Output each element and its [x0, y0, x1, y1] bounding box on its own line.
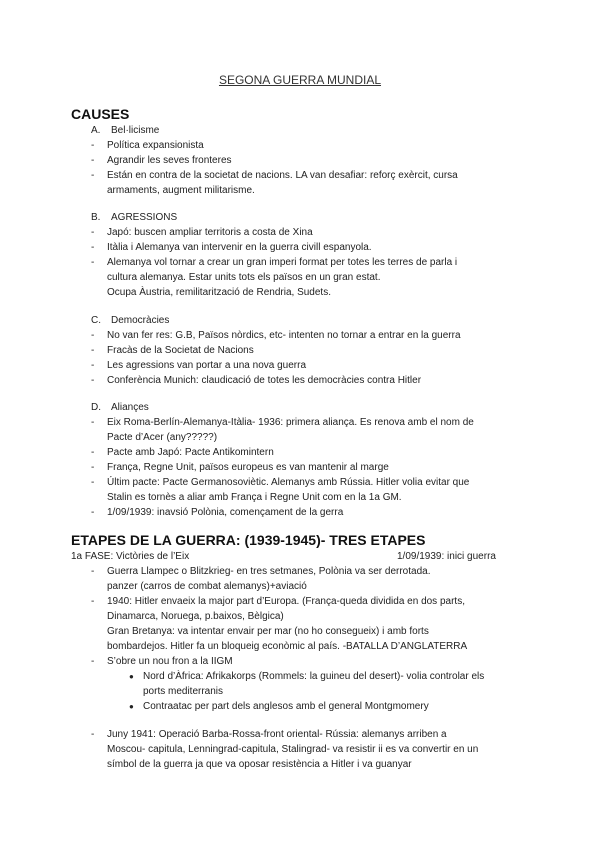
list-item: Están en contra de la societat de nacions. LA van desafiar: reforç exèrcit, cursa	[107, 170, 458, 181]
dash: -	[91, 566, 95, 577]
list-item: Japó: buscen ampliar territoris a costa de Xina	[107, 227, 313, 238]
list-item: Eix Roma-Berlín-Alemanya-Itàlia- 1936: primera aliança. Es renova amb el nom de	[107, 417, 474, 428]
section-marker: D.	[91, 402, 101, 413]
list-item: Itàlia i Alemanya van intervenir en la guerra civill espanyola.	[107, 242, 372, 253]
section-label: Aliançes	[111, 402, 149, 413]
dash: -	[91, 330, 95, 341]
document-title: SEGONA GUERRA MUNDIAL	[218, 73, 382, 87]
dash: -	[91, 462, 95, 473]
dash: -	[91, 477, 95, 488]
list-item-continuation: armaments, augment militarisme.	[107, 185, 255, 196]
dash: -	[91, 257, 95, 268]
section-label: Bel·licisme	[111, 125, 160, 136]
list-item: Alemanya vol tornar a crear un gran imperi format per totes les terres de parla i	[107, 257, 458, 268]
dash: -	[91, 242, 95, 253]
section-label: Democràcies	[111, 315, 170, 326]
list-item: 1940: Hitler envaeix la major part d’Europa. (França-queda dividida en dos parts,	[107, 596, 465, 607]
section-label: AGRESSIONS	[111, 212, 178, 223]
list-item-continuation: Ocupa Àustria, remilitarització de Rendria, Sudets.	[107, 287, 331, 298]
list-item: Les agressions van portar a una nova guerra	[107, 360, 307, 371]
list-item-continuation: Gran Bretanya: va intentar envair per mar (no ho consegueix) i amb forts	[107, 626, 429, 637]
dash: -	[91, 447, 95, 458]
list-item: Agrandir les seves fronteres	[107, 155, 232, 166]
dash: -	[91, 227, 95, 238]
dash: -	[91, 155, 95, 166]
list-item: Fracàs de la Societat de Nacions	[107, 345, 254, 356]
dash: -	[91, 507, 95, 518]
list-item-continuation: Pacte d’Acer (any?????)	[107, 432, 218, 443]
section-marker: B.	[91, 212, 101, 223]
bullet-icon: ●	[129, 702, 134, 711]
list-item-continuation: bombardejos. Hitler fa un bloqueig econòmic al país. -BATALLA D’ANGLATERRA	[107, 641, 468, 652]
dash: -	[91, 656, 95, 667]
list-item: Guerra Llampec o Blitzkrieg- en tres setmanes, Polònia va ser derrotada.	[107, 566, 431, 577]
list-item-continuation: símbol de la guerra ja que va oposar resistència a Hitler i va guanyar	[107, 759, 412, 770]
list-item: Juny 1941: Operació Barba-Rossa-front oriental- Rússia: alemanys arriben a	[107, 729, 447, 740]
section-marker: A.	[91, 125, 101, 136]
sub-list-item: Contraatac per part dels anglesos amb el general Montgmomery	[143, 701, 429, 712]
fase-date: 1/09/1939: inici guerra	[397, 551, 496, 562]
list-item-continuation: Dinamarca, Noruega, p.baixos, Bèlgica)	[107, 611, 284, 622]
fase-label: 1a FASE: Victòries de l’Eix	[71, 551, 190, 562]
list-item-continuation: Moscou- capitula, Lenningrad-capitula, Stalingrad- va resistir ii es va convertir en un	[107, 744, 479, 755]
list-item: Conferència Munich: claudicació de totes les democràcies contra Hitler	[107, 375, 422, 386]
list-item-continuation: Stalin es tornès a aliar amb França i Regne Unit com en la 1a GM.	[107, 492, 402, 503]
dash: -	[91, 417, 95, 428]
list-item: 1/09/1939: inavsió Polònia, començament de la gerra	[107, 507, 344, 518]
list-item: França, Regne Unit, països europeus es van mantenir al marge	[107, 462, 389, 473]
list-item: Política expansionista	[107, 140, 204, 151]
list-item: S’obre un nou fron a la IIGM	[107, 656, 233, 667]
list-item: Últim pacte: Pacte Germanosoviètic. Alemanys amb Rússia. Hitler volia evitar que	[107, 477, 470, 488]
section-marker: C.	[91, 315, 101, 326]
list-item: No van fer res: G.B, Països nòrdics, etc- intenten no tornar a entrar en la guerra	[107, 330, 461, 341]
causes-heading: CAUSES	[71, 106, 130, 122]
dash: -	[91, 345, 95, 356]
sub-list-item-continuation: ports mediterranis	[143, 686, 224, 697]
dash: -	[91, 729, 95, 740]
dash: -	[91, 140, 95, 151]
list-item-continuation: panzer (carros de combat alemanys)+aviació	[107, 581, 307, 592]
list-item-continuation: cultura alemanya. Estar units tots els països en un gran estat.	[107, 272, 381, 283]
dash: -	[91, 170, 95, 181]
etapes-heading: ETAPES DE LA GUERRA: (1939-1945)- TRES ETAPES	[71, 532, 426, 548]
dash: -	[91, 375, 95, 386]
sub-list-item: Nord d’Àfrica: Afrikakorps (Rommels: la guineu del desert)- volia controlar els	[143, 671, 485, 682]
list-item: Pacte amb Japó: Pacte Antikomintern	[107, 447, 274, 458]
dash: -	[91, 360, 95, 371]
bullet-icon: ●	[129, 672, 134, 681]
dash: -	[91, 596, 95, 607]
